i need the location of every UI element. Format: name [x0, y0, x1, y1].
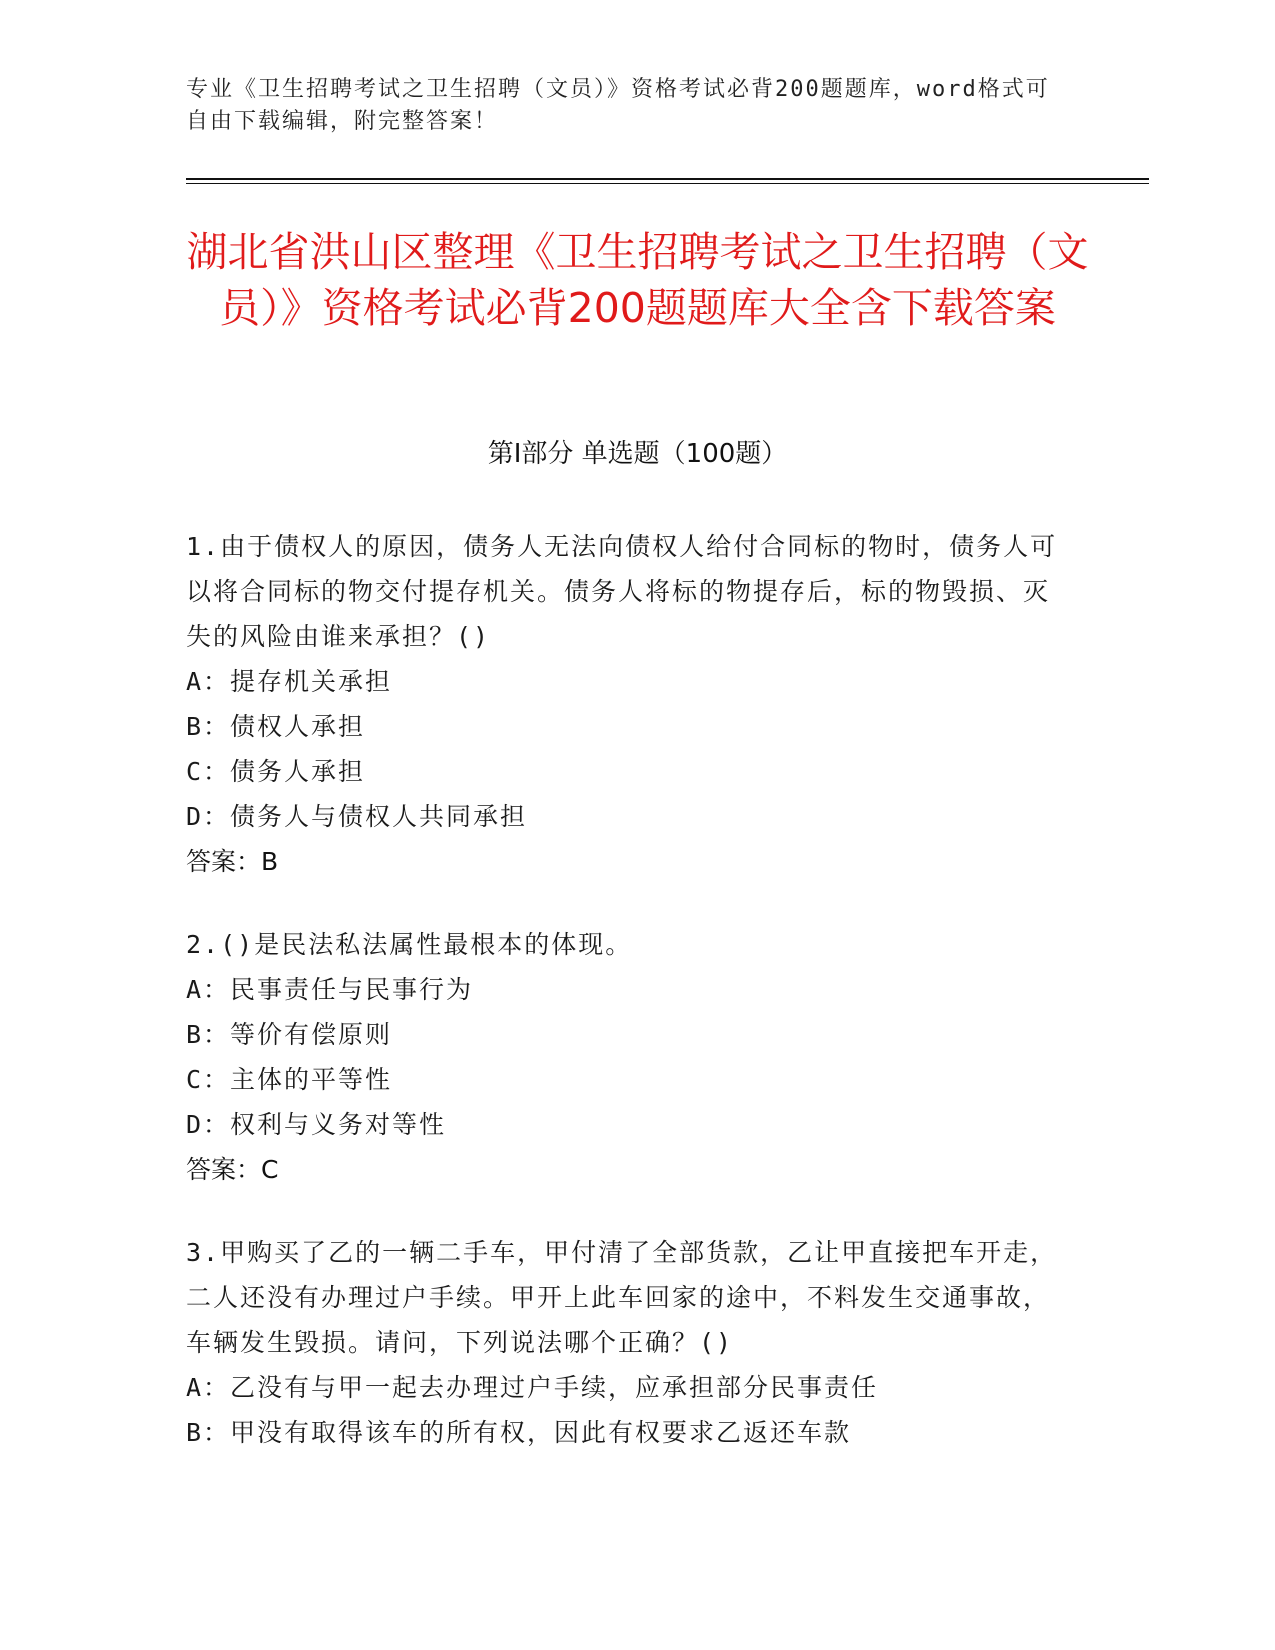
option-c: C：债务人承担	[186, 757, 366, 786]
question-stem: 1.由于债权人的原因，债务人无法向债权人给付合同标的物时，债务人可以将合同标的物交付提存机关。债务人将标的物提存后，标的物毁损、灭失的风险由谁来承担？()	[186, 532, 1058, 651]
question-stem: 2.()是民法私法属性最根本的体现。	[186, 930, 633, 959]
option-d: D：债务人与债权人共同承担	[186, 802, 528, 831]
option-a: A：提存机关承担	[186, 667, 393, 696]
document-title: 湖北省洪山区整理《卫生招聘考试之卫生招聘（文员）》资格考试必背200题题库大全含下载答案	[186, 228, 1089, 332]
option-a: A：民事责任与民事行为	[186, 975, 474, 1004]
header-divider	[186, 178, 1149, 180]
answer-line: 答案：C	[186, 1155, 279, 1184]
option-b: B：等价有偿原则	[186, 1020, 393, 1049]
question-3	[186, 1230, 1066, 1455]
question-2	[186, 922, 1066, 1192]
option-b: B：债权人承担	[186, 712, 366, 741]
option-a: A：乙没有与甲一起去办理过户手续，应承担部分民事责任	[186, 1373, 879, 1402]
option-d: D：权利与义务对等性	[186, 1110, 447, 1139]
header-note: 专业《卫生招聘考试之卫生招聘（文员）》资格考试必背200题题库，word格式可自由下载编辑，附完整答案！	[186, 77, 1050, 134]
option-b: B：甲没有取得该车的所有权，因此有权要求乙返还车款	[186, 1418, 852, 1447]
header-divider-thin	[186, 183, 1149, 184]
section-title: 第I部分 单选题（100题）	[487, 439, 788, 469]
option-c: C：主体的平等性	[186, 1065, 393, 1094]
question-1	[186, 524, 1066, 884]
question-stem: 3.甲购买了乙的一辆二手车，甲付清了全部货款，乙让甲直接把车开走，二人还没有办理过户手续。甲开上此车回家的途中，不料发生交通事故，车辆发生毁损。请问，下列说法哪个正确？()	[186, 1238, 1058, 1357]
question-list	[186, 524, 1066, 1493]
answer-line: 答案：B	[186, 847, 279, 876]
